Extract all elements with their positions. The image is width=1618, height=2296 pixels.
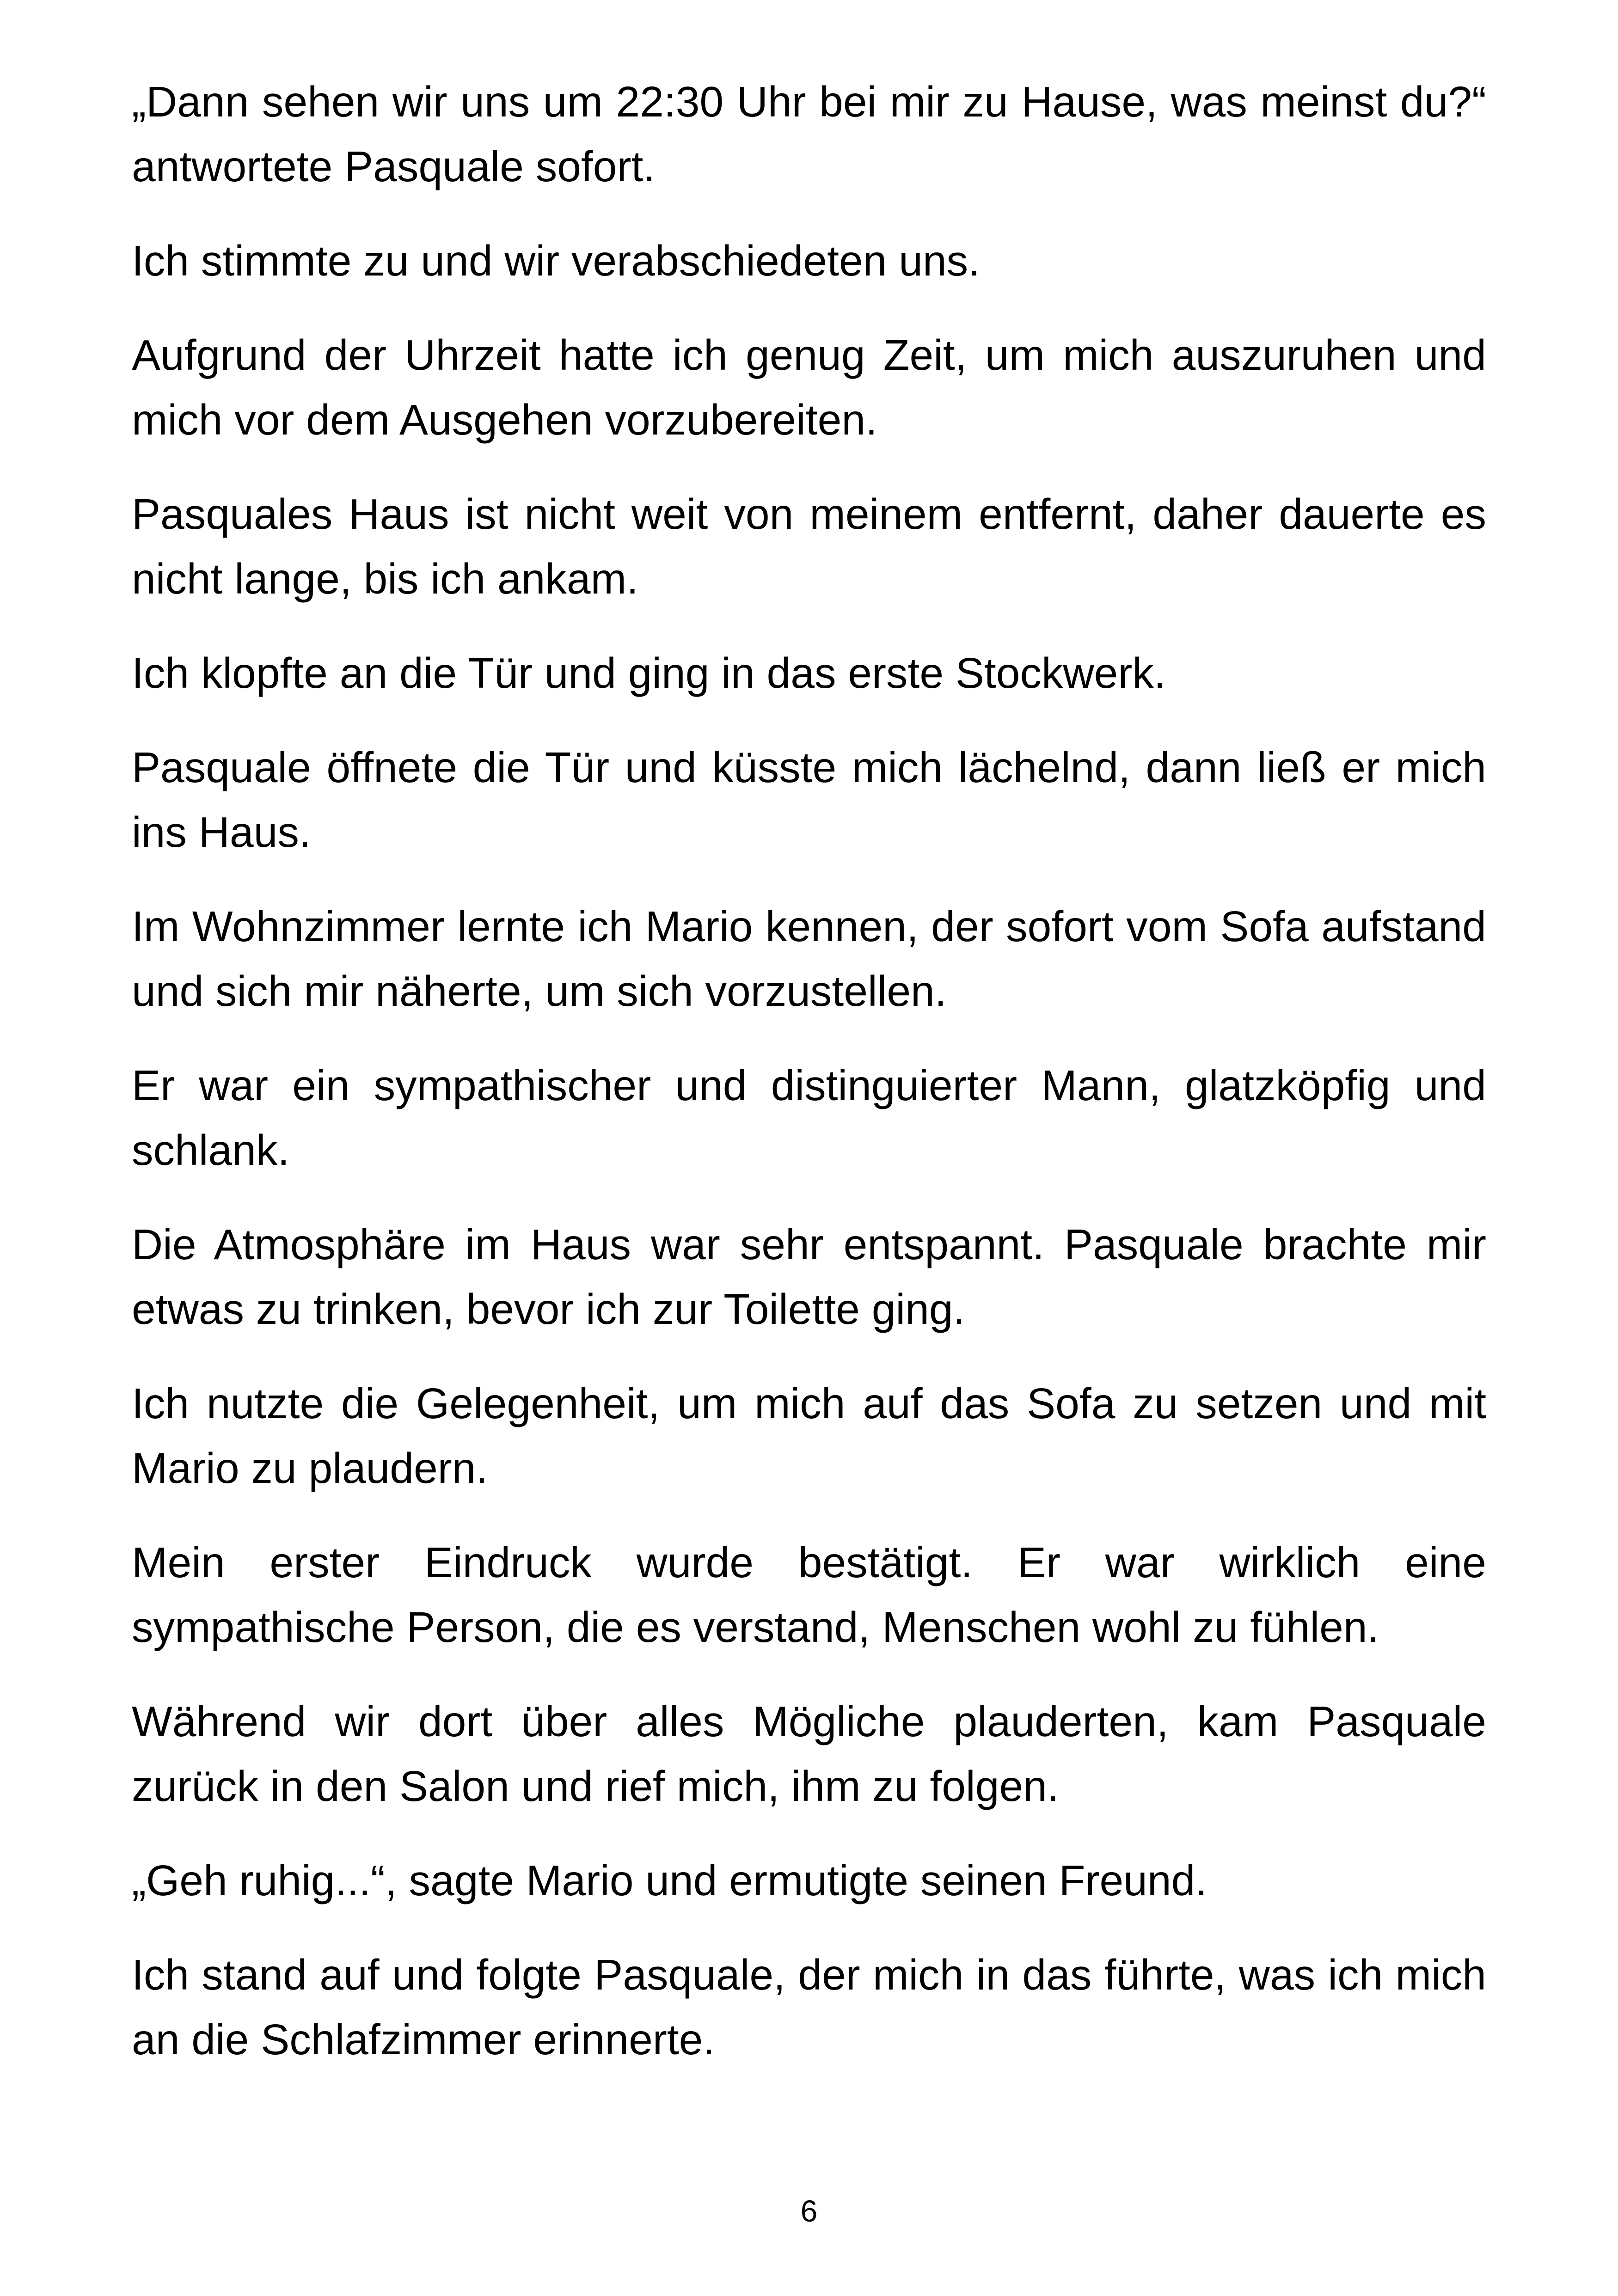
paragraph-9: Die Atmosphäre im Haus war sehr entspannt. Pasquale brachte mir etwas zu trinken, bevor ich zur Toilette ging. — [132, 1220, 1486, 1333]
paragraph-14: Ich stand auf und folgte Pasquale, der mich in das führte, was ich mich an die Schlafzimmer erinnerte. — [132, 1951, 1486, 2063]
paragraph-8: Er war ein sympathischer und distinguierter Mann, glatzköpfig und schlank. — [132, 1061, 1486, 1174]
paragraph-10: Ich nutzte die Gelegenheit, um mich auf das Sofa zu setzen und mit Mario zu plaudern. — [132, 1379, 1486, 1492]
paragraph-11: Mein erster Eindruck wurde bestätigt. Er war wirklich eine sympathische Person, die es verstand, Menschen wohl zu fühlen. — [132, 1538, 1486, 1651]
paragraph-3: Aufgrund der Uhrzeit hatte ich genug Zeit, um mich auszuruhen und mich vor dem Ausgehen vorzubereiten. — [132, 331, 1486, 444]
paragraph-12: Während wir dort über alles Mögliche plauderten, kam Pasquale zurück in den Salon und rief mich, ihm zu folgen. — [132, 1697, 1486, 1810]
paragraph-2: Ich stimmte zu und wir verabschiedeten uns. — [132, 237, 981, 285]
paragraph-4: Pasquales Haus ist nicht weit von meinem entfernt, daher dauerte es nicht lange, bis ich ankam. — [132, 490, 1486, 603]
body-text — [132, 69, 1486, 2101]
paragraph-6: Pasquale öffnete die Tür und küsste mich lächelnd, dann ließ er mich ins Haus. — [132, 743, 1486, 856]
paragraph-5: Ich klopfte an die Tür und ging in das erste Stockwerk. — [132, 649, 1166, 697]
paragraph-1: „Dann sehen wir uns um 22:30 Uhr bei mir zu Hause, was meinst du?“ antwortete Pasquale sofort. — [132, 78, 1486, 190]
paragraph-7: Im Wohnzimmer lernte ich Mario kennen, der sofort vom Sofa aufstand und sich mir näherte, um sich vorzustellen. — [132, 902, 1486, 1015]
page-number: 6 — [800, 2194, 818, 2228]
paragraph-13: „Geh ruhig...“, sagte Mario und ermutigte seinen Freund. — [132, 1856, 1207, 1904]
